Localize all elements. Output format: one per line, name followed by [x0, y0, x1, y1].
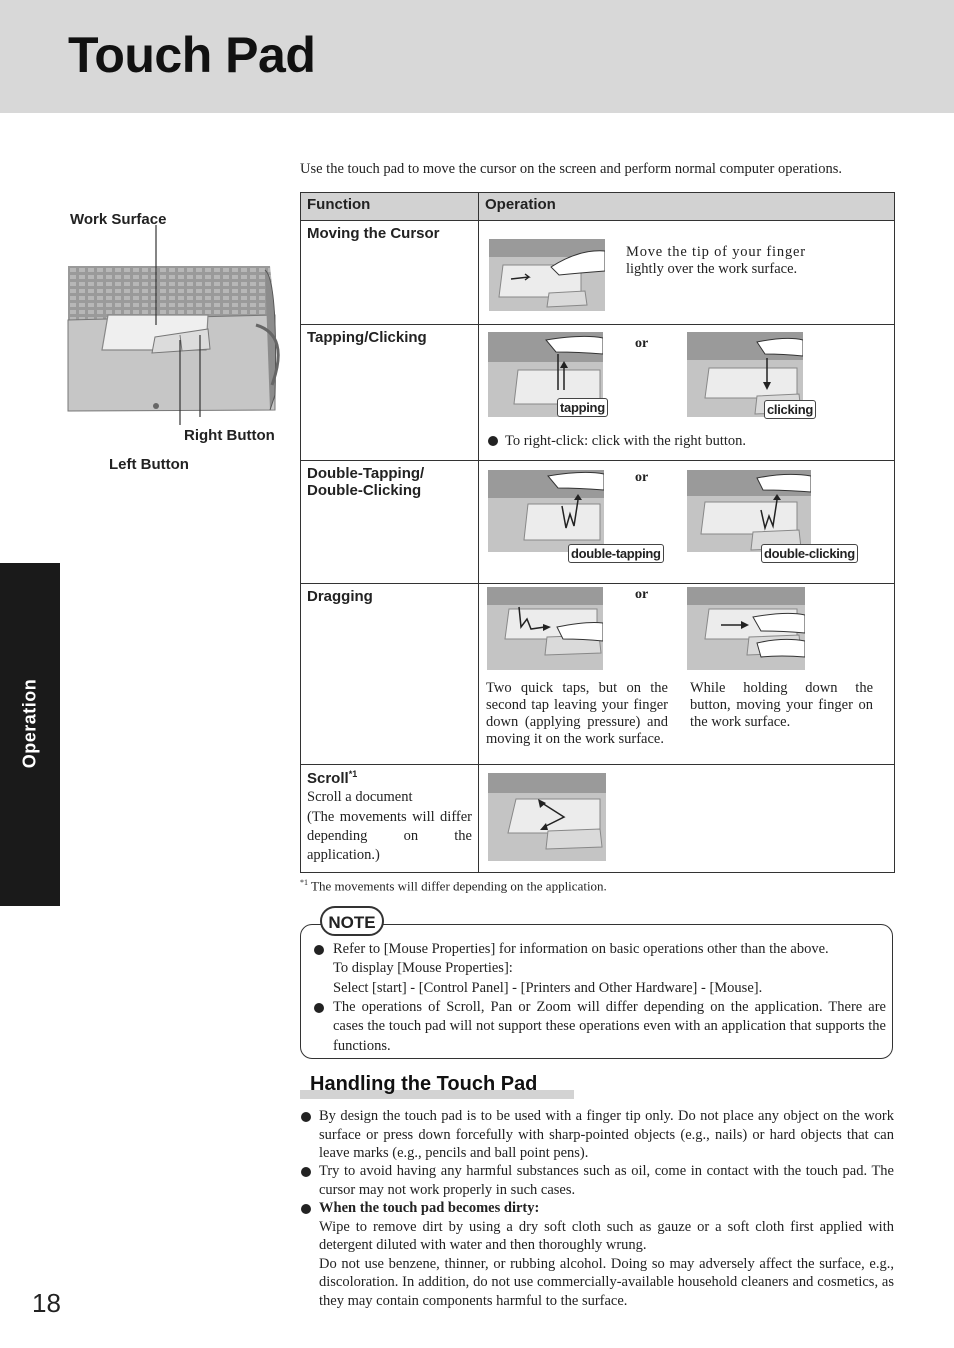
note-badge: NOTE: [320, 906, 384, 936]
table-row: [301, 461, 895, 584]
list-item: Try to avoid having any harmful substances such as oil, come in contact with the touch pad. The cursor may not work properly in such cases.: [300, 1162, 894, 1199]
operation-scroll: [479, 765, 895, 873]
dragging-taps-illustration: [487, 587, 603, 670]
operation-double-tapping: [479, 461, 895, 584]
left-button-label: Left Button: [109, 456, 189, 473]
page-number: 18: [32, 1288, 61, 1318]
or-label: or: [635, 470, 649, 485]
section-side-tab: [0, 563, 60, 906]
bullet-icon: [314, 945, 324, 955]
table-row: [301, 221, 895, 325]
operation-tapping-clicking: [479, 325, 895, 461]
note-item: The operations of Scroll, Pan or Zoom will differ depending on the application. There are cases the touch pad will not support these operations even with an application that supports the functions.: [314, 998, 886, 1056]
operation-column-header: Operation: [479, 193, 895, 221]
bullet-icon: [301, 1167, 311, 1177]
intro-text: Use the touch pad to move the cursor on the screen and perform normal computer operations.: [300, 161, 842, 177]
bullet-icon: [488, 436, 498, 446]
moving-cursor-text-line1: Move the tip of your finger: [626, 244, 806, 260]
or-label: or: [635, 587, 649, 602]
double-clicking-illustration: [687, 470, 811, 552]
table-row: [301, 325, 895, 461]
operation-dragging: [479, 584, 895, 765]
right-click-note: To right-click: click with the right button.: [488, 433, 746, 450]
table-footnote: $^{*1}$ The movements will differ depending on the application.: [300, 878, 607, 894]
function-column-header: Function: [301, 193, 479, 221]
side-tab-label: Operation: [19, 678, 40, 769]
list-item: When the touch pad becomes dirty: Wipe to remove dirt by using a dry soft cloth such as gauze or a soft cloth first applied with detergent diluted with water and then thoroughly wrung. Do not use benzene, thinner, or rubbing alcohol. Doing so may adversely affect the surface, e.g., discoloration. In addition, do not use commercially-available household cleaners and cosmetics, as they may contain components harmful to the surface.: [300, 1199, 894, 1310]
operation-moving-cursor: [479, 221, 895, 325]
moving-cursor-text-line2: lightly over the work surface.: [626, 261, 798, 277]
laptop-diagram: [60, 225, 290, 425]
page-title: Touch Pad: [68, 27, 316, 83]
dragging-button-illustration: [687, 587, 805, 670]
header-band: [0, 0, 954, 113]
double-clicking-caption: double-clicking: [761, 544, 858, 563]
bullet-icon: [301, 1112, 311, 1122]
clicking-caption: clicking: [764, 400, 816, 419]
note-item: Refer to [Mouse Properties] for information on basic operations other than the above. To display [Mouse Properties]: Select [start] - [Control Panel] - [Printers and Other Hardware] - [Mouse].: [314, 940, 886, 998]
function-scroll: Scroll$^{*1}$ Scroll a document (The movements will differ depending on the application.): [301, 765, 479, 873]
operations-table: [300, 192, 895, 873]
table-row: [301, 584, 895, 765]
moving-cursor-illustration: [489, 239, 605, 311]
scroll-illustration: [488, 773, 606, 861]
work-surface-label: Work Surface: [70, 211, 167, 228]
function-double-tapping: Double-Tapping/ Double-Clicking: [301, 461, 479, 584]
bullet-icon: [301, 1204, 311, 1214]
table-row: [301, 765, 895, 873]
dragging-taps-text: Two quick taps, but on the second tap leaving your finger down (applying pressure) and moving it on the work surface.: [486, 680, 668, 747]
right-button-label: Right Button: [184, 427, 275, 444]
double-tapping-illustration: [488, 470, 604, 552]
function-moving-cursor: Moving the Cursor: [301, 221, 479, 325]
tapping-caption: tapping: [557, 398, 608, 417]
function-dragging: Dragging: [301, 584, 479, 765]
or-label: or: [635, 336, 649, 351]
dragging-button-text: While holding down the button, moving your finger on the work surface.: [690, 680, 873, 730]
table-header-row: [301, 193, 895, 221]
bullet-icon: [314, 1003, 324, 1013]
function-tapping-clicking: Tapping/Clicking: [301, 325, 479, 461]
double-tapping-caption: double-tapping: [568, 544, 664, 563]
list-item: By design the touch pad is to be used with a finger tip only. Do not place any object on the work surface or press down forcefully with sharp-pointed objects (e.g., nails) or hard objects that can leave marks (e.g., pencils and ball point pens).: [300, 1107, 894, 1163]
section-heading: Handling the Touch Pad: [300, 1073, 574, 1099]
